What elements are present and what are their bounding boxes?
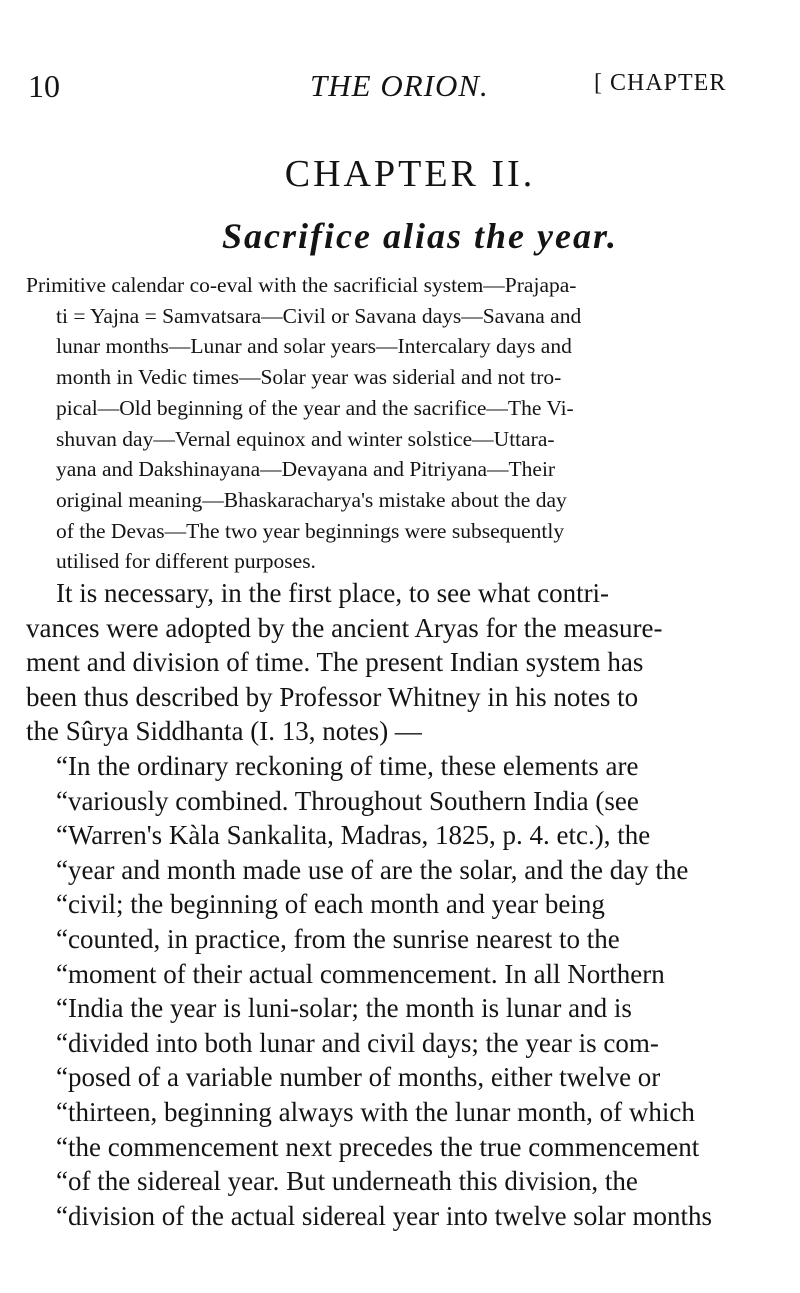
- synopsis-line: yana and Dakshinayana—Devayana and Pitriyana—Their: [56, 457, 556, 482]
- running-chapter-label: [ CHAPTER: [594, 70, 727, 96]
- running-head: [28, 68, 800, 108]
- body-line: “thirteen, beginning always with the lunar month, of which: [56, 1096, 695, 1127]
- body-line: “civil; the beginning of each month and year being: [56, 889, 605, 920]
- synopsis-line: original meaning—Bhaskaracharya's mistake about the day: [56, 487, 567, 512]
- body-text: [26, 576, 796, 1233]
- body-line: “counted, in practice, from the sunrise nearest to the: [56, 923, 620, 954]
- chapter-subtitle: Sacrifice alias the year.: [222, 216, 618, 256]
- body-line: “divided into both lunar and civil days; the year is com-: [56, 1027, 659, 1058]
- synopsis-line: lunar months—Lunar and solar years—Intercalary days and: [56, 334, 572, 359]
- synopsis-line: pical—Old beginning of the year and the sacrifice—The Vi-: [56, 395, 574, 420]
- body-line: the Sûrya Siddhanta (I. 13, notes) —: [26, 716, 422, 747]
- body-line: “moment of their actual commencement. In all Northern: [56, 958, 665, 989]
- synopsis-line: utilised for different purposes.: [56, 549, 316, 574]
- synopsis-line: Primitive calendar co-eval with the sacrificial system—Prajapa-: [26, 273, 577, 297]
- body-line: “division of the actual sidereal year into twelve solar months: [56, 1200, 713, 1231]
- body-line: “In the ordinary reckoning of time, these elements are: [56, 750, 639, 781]
- body-line: been thus described by Professor Whitney in his notes to: [26, 681, 639, 712]
- synopsis-line: ti = Yajna = Samvatsara—Civil or Savana days—Savana and: [56, 303, 582, 328]
- body-line: It is necessary, in the first place, to see what contri-: [56, 578, 610, 608]
- running-title: THE ORION.: [310, 68, 489, 103]
- body-line: “year and month made use of are the solar, and the day the: [56, 854, 689, 885]
- body-line: ment and division of time. The present Indian system has: [26, 647, 644, 678]
- body-line: “the commencement next precedes the true commencement: [56, 1131, 700, 1162]
- body-line: “of the sidereal year. But underneath this division, the: [56, 1166, 638, 1197]
- page-number: 10: [28, 68, 60, 104]
- synopsis-line: of the Devas—The two year beginnings were subsequently: [56, 518, 565, 543]
- body-line: “India the year is luni-solar; the month is lunar and is: [56, 993, 632, 1024]
- body-line: “posed of a variable number of months, either twelve or: [56, 1062, 661, 1093]
- synopsis-line: month in Vedic times—Solar year was siderial and not tro-: [56, 365, 562, 390]
- chapter-heading: CHAPTER II.: [284, 153, 536, 195]
- body-line: “variously combined. Throughout Southern India (see: [56, 785, 639, 816]
- body-line: vances were adopted by the ancient Aryas for the measure-: [26, 612, 663, 643]
- chapter-synopsis: [26, 270, 796, 577]
- synopsis-line: shuvan day—Vernal equinox and winter solstice—Uttara-: [56, 426, 555, 451]
- body-line: “Warren's Kàla Sankalita, Madras, 1825, p. 4. etc.), the: [56, 820, 651, 851]
